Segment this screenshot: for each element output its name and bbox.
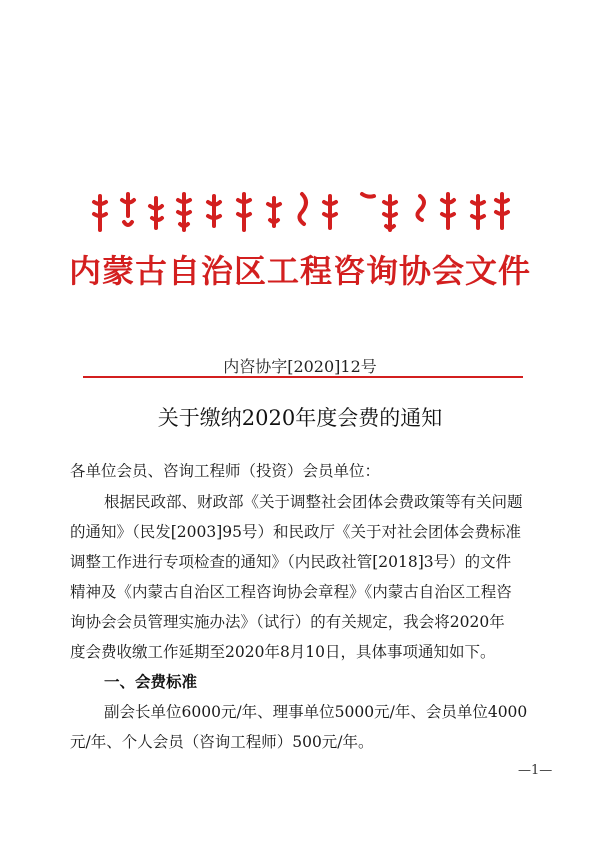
fee-line: 元/年、个人会员（咨询工程师）500元/年。 xyxy=(70,733,374,751)
body-line: 询协会会员管理实施办法》（试行）的有关规定，我会将2020年 xyxy=(70,613,505,631)
body-line: 精神及《内蒙古自治区工程咨询协会章程》《内蒙古自治区工程咨 xyxy=(70,583,512,601)
organization-title: 内蒙古自治区工程咨询协会文件 xyxy=(68,252,531,290)
body-line: 度会费收缴工作延期至2020年8月10日，具体事项通知如下。 xyxy=(70,643,496,661)
salutation: 各单位会员、咨询工程师（投资）会员单位： xyxy=(70,462,381,480)
red-divider-line xyxy=(83,376,523,378)
body-line: 根据民政部、财政部《关于调整社会团体会费政策等有关问题 xyxy=(104,493,523,511)
body-line: 调整工作进行专项检查的通知》（内民政社管[2018]3号）的文件 xyxy=(70,553,512,571)
mongolian-script-graphic xyxy=(90,188,510,238)
fee-line: 副会长单位6000元/年、理事单位5000元/年、会员单位4000 xyxy=(104,703,528,721)
page-number: —1— xyxy=(518,763,553,778)
mongolian-script-header xyxy=(90,188,510,238)
notice-title: 关于缴纳2020年度会费的通知 xyxy=(157,406,443,430)
document-number: 内咨协字[2020]12号 xyxy=(223,357,377,376)
body-line: 的通知》（民发[2003]95号）和民政厅《关于对社会团体会费标准 xyxy=(70,523,522,541)
section-heading-fee-standard: 一、会费标准 xyxy=(104,673,198,691)
